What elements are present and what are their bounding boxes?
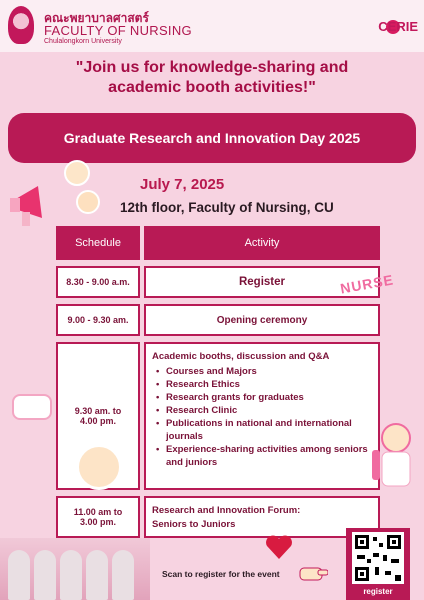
booths-title: Academic booths, discussion and Q&A [152, 351, 330, 362]
event-title-banner: Graduate Research and Innovation Day 2025 [8, 113, 416, 163]
partner-logo: CERIE [378, 19, 418, 34]
event-location: 12th floor, Faculty of Nursing, CU [120, 200, 334, 215]
list-item: • Research Clinic [152, 404, 372, 417]
activity-opening: Opening ceremony [144, 304, 380, 336]
schedule-time: 11.00 am to 3.00 pm. [56, 496, 140, 538]
schedule-time: 9.00 - 9.30 am. [56, 304, 140, 336]
forum-subtitle: Seniors to Juniors [152, 519, 236, 530]
schedule-time: 8.30 - 9.00 a.m. [56, 266, 140, 298]
group-photo [0, 538, 150, 600]
faculty-name-english: FACULTY OF NURSING [44, 23, 192, 38]
university-name: Chulalongkorn University [44, 38, 122, 45]
medical-bag-icon [12, 394, 52, 420]
booths-list [152, 365, 372, 469]
list-item: • Experience-sharing activities among seniors and juniors [152, 443, 372, 469]
person-figure [112, 550, 134, 600]
nurse-cartoon-icon [76, 444, 122, 490]
student-avatar-icon [76, 190, 100, 214]
schedule-time: 9.30 am. to 4.00 pm. [56, 342, 140, 490]
pointing-hand-icon [298, 560, 328, 586]
university-seal-icon [8, 6, 34, 44]
heart-icon [264, 532, 294, 562]
activity-booths [144, 342, 380, 490]
person-figure [34, 550, 56, 600]
list-item: • Publications in national and international journals [152, 417, 372, 443]
faculty-name-thai: คณะพยาบาลศาสตร์ [44, 11, 149, 25]
forum-title: Research and Innovation Forum: [152, 505, 301, 516]
megaphone-icon [8, 176, 64, 232]
list-item: • Courses and Majors [152, 365, 372, 378]
nurse-syringe-icon [372, 420, 416, 490]
schedule-header: Schedule [56, 226, 140, 260]
header-bar [0, 0, 424, 52]
activity-header: Activity [144, 226, 380, 260]
invitation-quote: "Join us for knowledge-sharing and academic booth activities!" [75, 59, 349, 96]
person-figure [60, 550, 82, 600]
scan-instruction: Scan to register for the event [162, 569, 280, 579]
activity-forum [144, 496, 380, 538]
list-item: • Research Ethics [152, 378, 372, 391]
student-avatar-icon [64, 160, 90, 186]
event-date: July 7, 2025 [140, 176, 225, 193]
qr-code-icon[interactable] [352, 532, 404, 584]
nurse-sticker: NURSE [339, 271, 395, 297]
person-figure [86, 550, 108, 600]
activity-register: Register [144, 266, 380, 298]
register-label[interactable]: register [363, 587, 393, 596]
person-figure [8, 550, 30, 600]
list-item: • Research grants for graduates [152, 391, 372, 404]
